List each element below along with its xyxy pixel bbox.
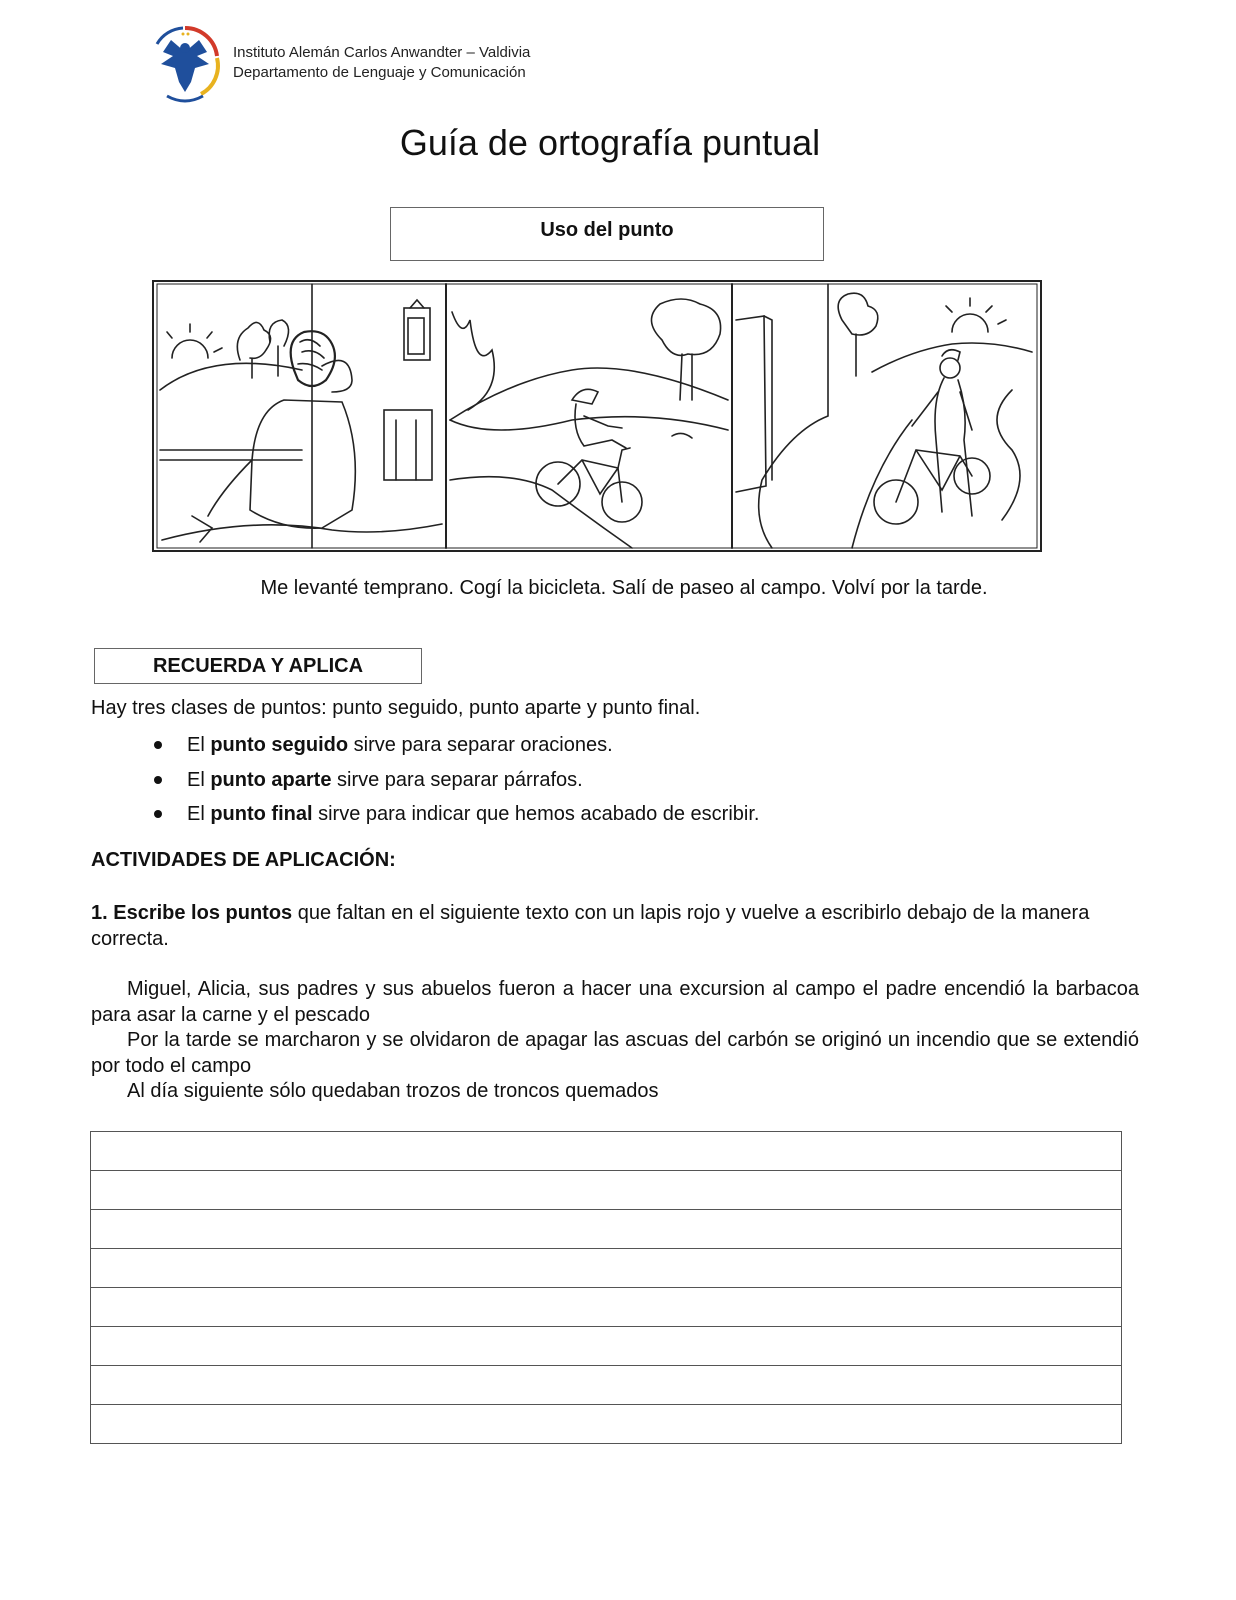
- institution-name: Instituto Alemán Carlos Anwandter – Valdivia: [233, 44, 531, 61]
- bike-ride-scene: [450, 299, 728, 548]
- answer-line[interactable]: [91, 1249, 1122, 1288]
- department-name: Departamento de Lenguaje y Comunicación: [233, 64, 526, 81]
- wake-up-scene: [160, 284, 442, 548]
- point-types-list: [150, 728, 759, 832]
- recuerda-intro: Hay tres clases de puntos: punto seguido, punto aparte y punto final.: [91, 697, 701, 719]
- answer-line[interactable]: [91, 1171, 1122, 1210]
- comic-strip: [152, 280, 1042, 552]
- page-title: Guía de ortografía puntual: [399, 122, 821, 163]
- passage-paragraph: Por la tarde se marcharon y se olvidaron de apagar las ascuas del carbón se originó un incendio que se extendió por todo el campo: [91, 1029, 1139, 1077]
- institution-header: [233, 43, 530, 83]
- passage-paragraph: Al día siguiente sólo quedaban trozos de troncos quemados: [127, 1080, 659, 1102]
- answer-line[interactable]: [91, 1132, 1122, 1171]
- answer-line[interactable]: [91, 1366, 1122, 1405]
- return-home-scene: [736, 284, 1032, 548]
- strip-caption: Me levanté temprano. Cogí la bicicleta. Salí de paseo al campo. Volví por la tarde.: [260, 577, 988, 599]
- answer-line[interactable]: [91, 1288, 1122, 1327]
- section-title: Uso del punto: [390, 207, 824, 261]
- answer-line[interactable]: [91, 1405, 1122, 1444]
- list-item: El punto aparte sirve para separar párrafos.: [150, 763, 759, 798]
- eagle-crest-icon: [147, 22, 223, 106]
- activity-instruction: 1. Escribe los puntos que faltan en el siguiente texto con un lapis rojo y vuelve a escribirlo debajo de la manera correcta.: [91, 902, 1090, 950]
- passage-paragraph: Miguel, Alicia, sus padres y sus abuelos fueron a hacer una excursion al campo el padre encendió la barbacoa para asar la carne y el pescado: [91, 978, 1139, 1026]
- answer-line[interactable]: [91, 1210, 1122, 1249]
- activities-heading: ACTIVIDADES DE APLICACIÓN:: [91, 849, 396, 871]
- answer-line[interactable]: [91, 1327, 1122, 1366]
- activity-passage: [91, 977, 1139, 1105]
- list-item: El punto final sirve para indicar que hemos acabado de escribir.: [150, 797, 759, 832]
- list-item: El punto seguido sirve para separar oraciones.: [150, 728, 759, 763]
- recuerda-label: RECUERDA Y APLICA: [94, 648, 422, 684]
- answer-lines-table[interactable]: [90, 1131, 1122, 1444]
